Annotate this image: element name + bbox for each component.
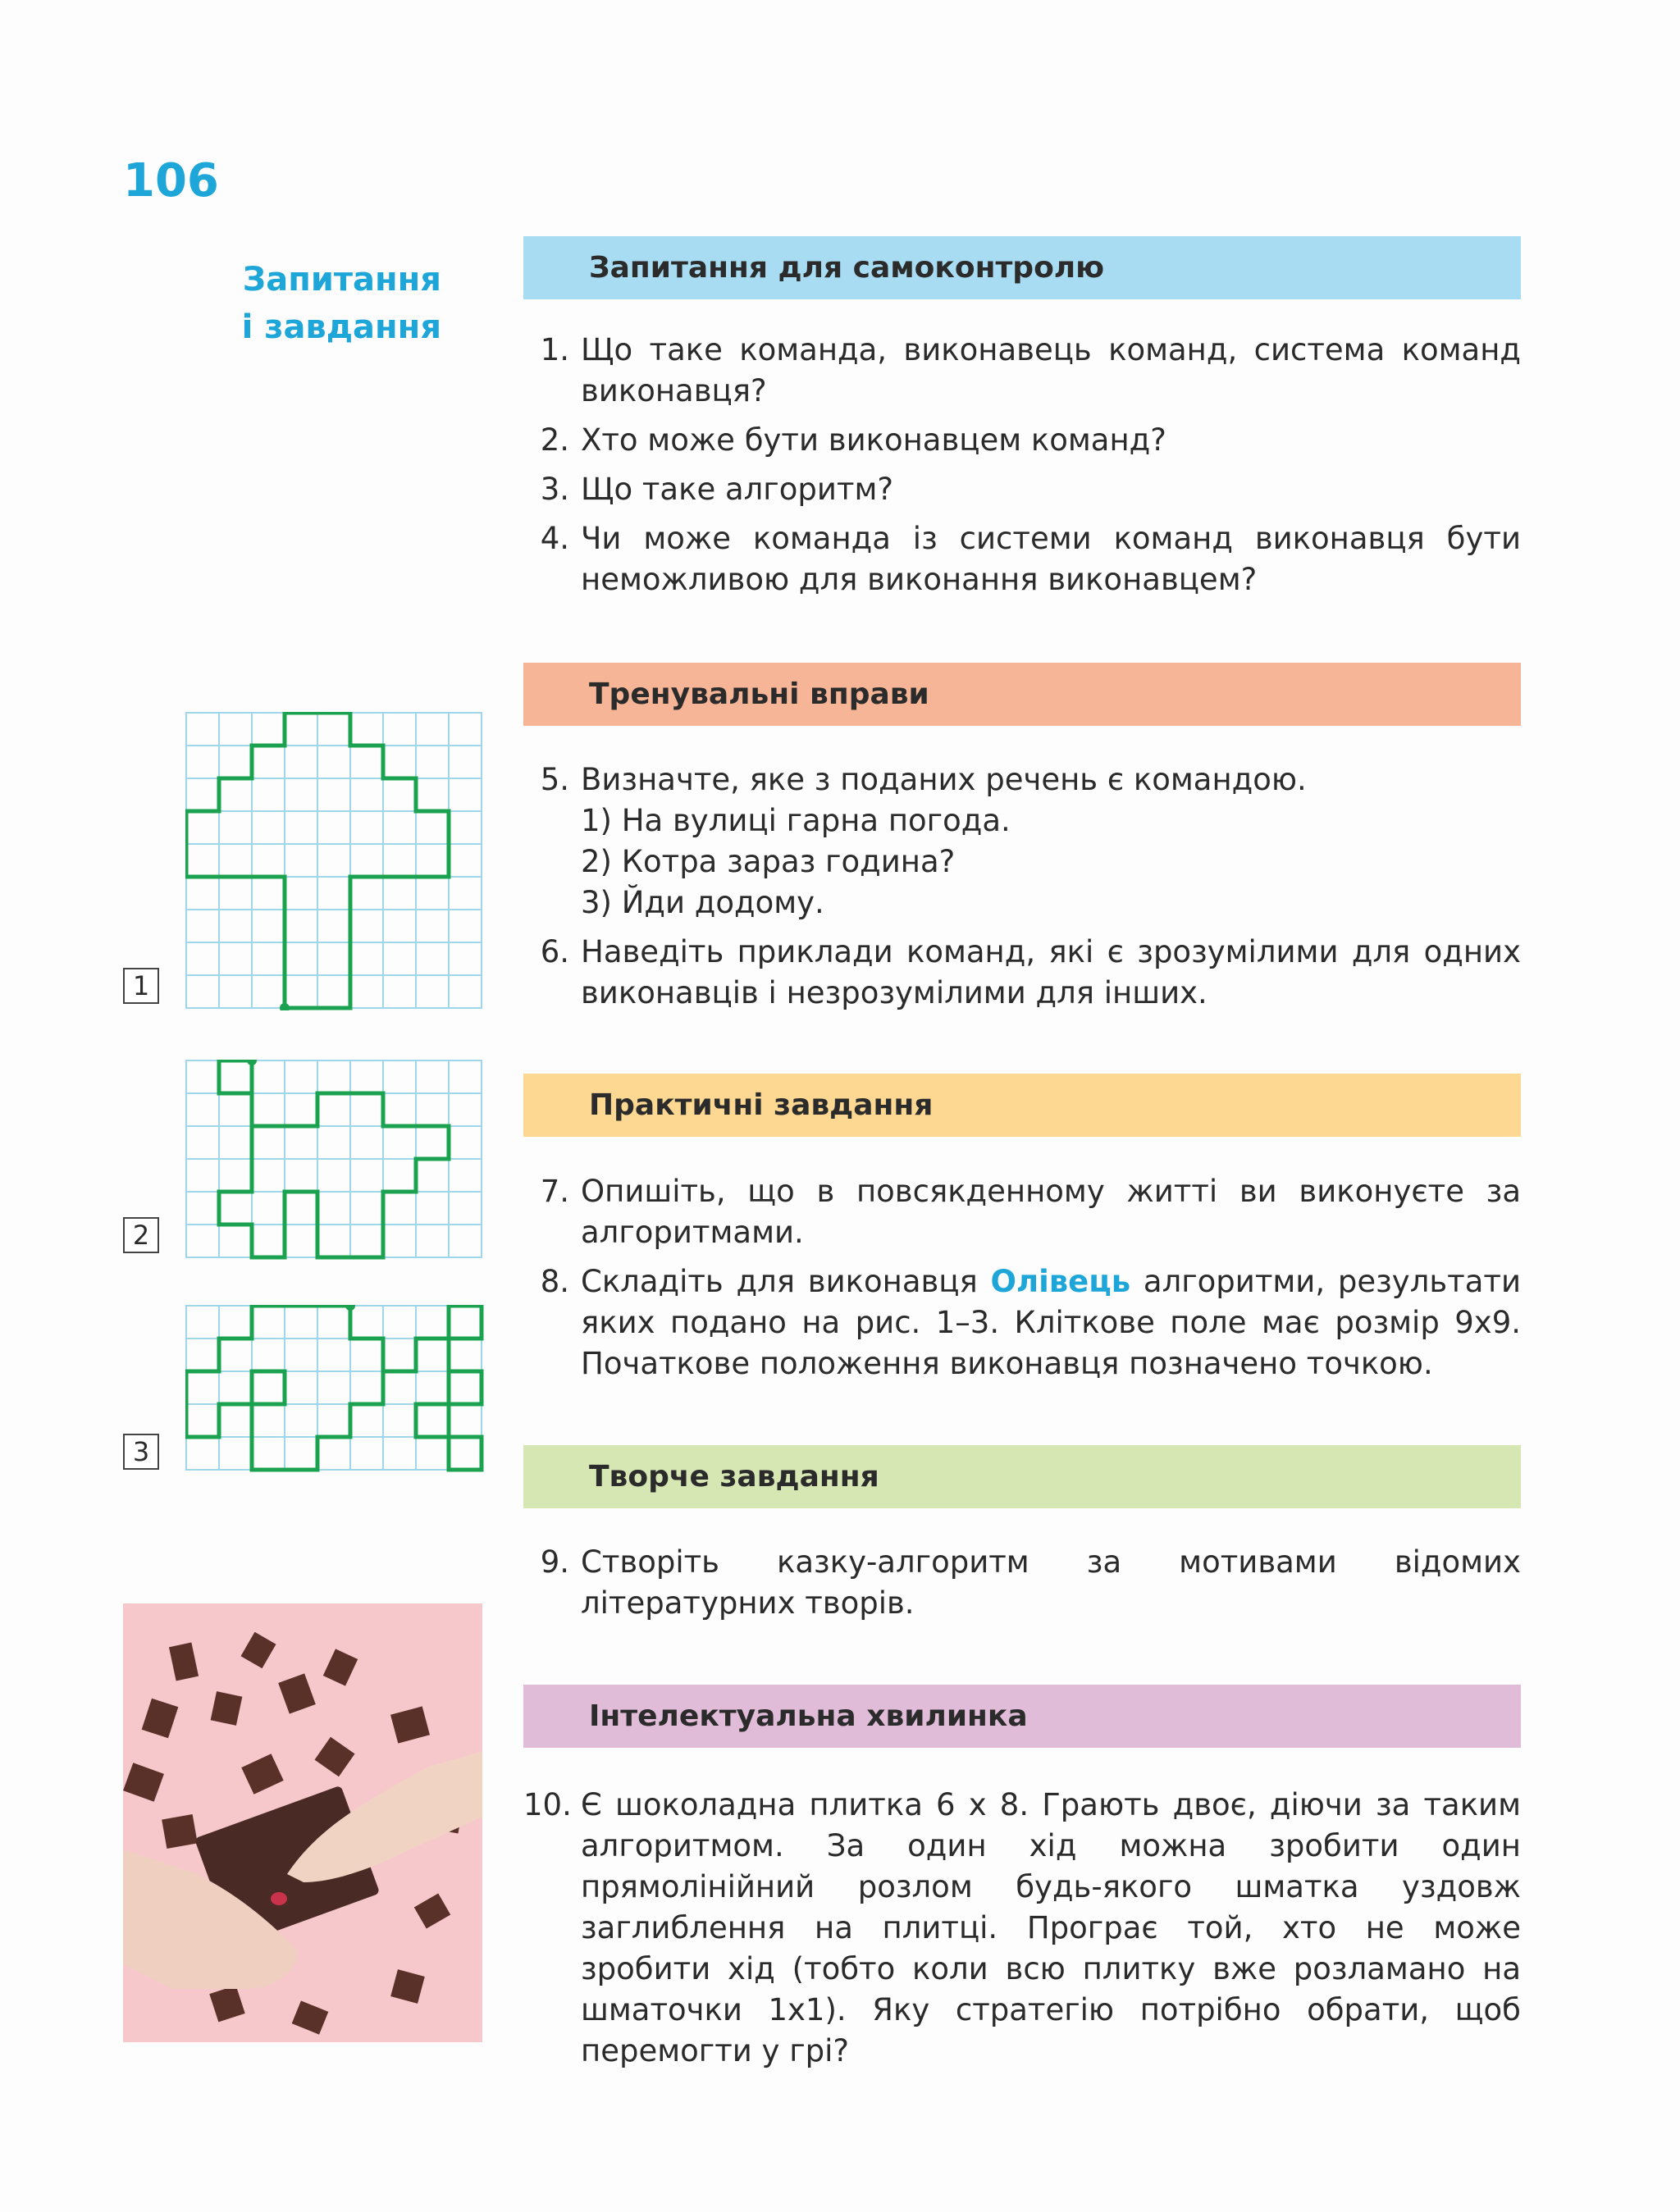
list-item: [523, 1261, 1521, 1384]
figure-2-start-point: [247, 1060, 257, 1065]
side-title-line-2: і завдання: [241, 308, 441, 346]
figure-2-label: 2: [123, 1217, 159, 1253]
figure-3-grid: [185, 1305, 484, 1472]
list-item: [523, 420, 1521, 461]
item-text-after: алгоритми, результати яких подано на рис. 1–3. Кліткове поле має розмір 9x9. Початкове положення виконавця позначено точкою.: [581, 1264, 1521, 1381]
option-3: 3) Йди додому.: [581, 885, 824, 920]
figure-1-grid: [185, 712, 484, 1010]
list-item: [523, 759, 1521, 924]
item-number: 6.: [540, 934, 569, 969]
list-item: [523, 932, 1521, 1014]
item-text: Що таке алгоритм?: [581, 472, 894, 507]
item-number: 1.: [540, 332, 569, 367]
section-heading-training: Тренувальні вправи: [523, 663, 1521, 726]
section-heading-practical: Практичні завдання: [523, 1074, 1521, 1137]
item-number: 10.: [523, 1787, 572, 1822]
list-item: [523, 518, 1521, 600]
item-number: 8.: [540, 1264, 569, 1299]
item-number: 3.: [540, 472, 569, 507]
list-item: [523, 1171, 1521, 1253]
figure-3-path: [186, 1306, 482, 1470]
chocolate-photo: [123, 1603, 482, 2042]
item-text: Хто може бути виконавцем команд?: [581, 422, 1166, 458]
item-text: Наведіть приклади команд, які є зрозумілими для одних виконавців і незрозумілими для інших.: [581, 934, 1521, 1010]
item-number: 5.: [540, 762, 569, 797]
side-title: [242, 256, 441, 351]
option-2: 2) Котра зараз година?: [581, 844, 956, 879]
item-number: 4.: [540, 521, 569, 556]
side-title-line-1: Запитання: [242, 261, 441, 299]
section-heading-creative: Творче завдання: [523, 1445, 1521, 1508]
item-text: Визначте, яке з поданих речень є командою.: [581, 762, 1307, 797]
section-heading-self-control: Запитання для самоконтролю: [523, 236, 1521, 299]
figure-1-label: 1: [123, 968, 159, 1004]
item-text: Що таке команда, виконавець команд, система команд виконавця?: [581, 332, 1521, 408]
figure-3-label: 3: [123, 1434, 159, 1470]
figure-3-start-point: [345, 1305, 355, 1311]
item-text: Є шоколадна плитка 6 х 8. Грають двоє, діючи за таким алгоритмом. За один хід можна зробити один прямолінійний розлом будь-якого шматка уздовж заглиблення на плитці. Програє той, хто не може зробити хід (тобто коли всю плитку вже розламано на шматочки 1x1). Яку стратегію потрібно обрати, щоб перемогти у грі?: [581, 1787, 1521, 2068]
list-item: [523, 330, 1521, 412]
self-control-list: [523, 330, 1521, 609]
option-1: 1) На вулиці гарна погода.: [581, 803, 1011, 838]
item-number: 9.: [540, 1544, 569, 1580]
intellectual-list: [523, 1785, 1521, 2080]
highlight-executor-name: Олівець: [990, 1264, 1131, 1299]
figure-1-start-point: [280, 1003, 290, 1010]
practical-list: [523, 1171, 1521, 1393]
figure-3-small-square: [252, 1371, 285, 1404]
item-number: 2.: [540, 422, 569, 458]
section-heading-intellectual: Інтелектуальна хвилинка: [523, 1685, 1521, 1748]
training-list: [523, 759, 1521, 1022]
item-number: 7.: [540, 1174, 569, 1209]
item-text: Створіть казку-алгоритм за мотивами відомих літературних творів.: [581, 1544, 1521, 1621]
creative-list: [523, 1542, 1521, 1632]
list-item: [523, 1542, 1521, 1624]
list-item: [523, 469, 1521, 510]
list-item: [523, 1785, 1521, 2072]
item-text-before: Складіть для виконавця: [581, 1264, 991, 1299]
page-number: 106: [123, 154, 219, 208]
item-text: Опишіть, що в повсякденному житті ви виконуєте за алгоритмами.: [581, 1174, 1521, 1250]
figure-2-grid: [185, 1060, 484, 1260]
item-text: Чи може команда із системи команд виконавця бути неможливою для виконання виконавцем?: [581, 521, 1521, 597]
